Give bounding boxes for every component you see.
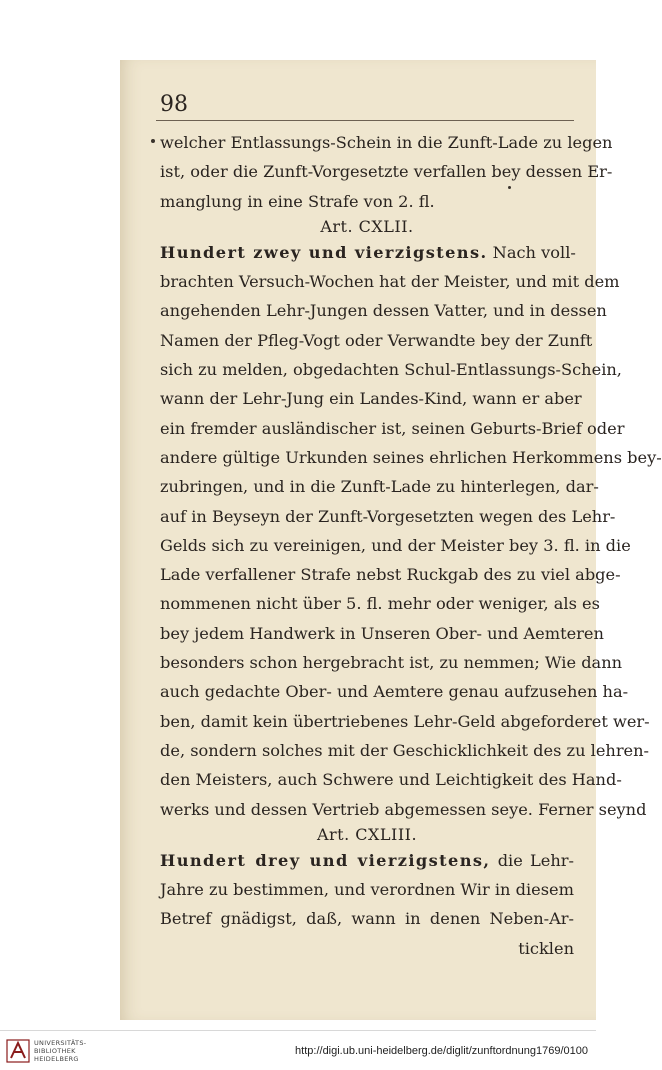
article-heading-142: Art. CXLII. (320, 216, 414, 236)
text-line: Gelds sich zu vereinigen, und der Meister bey 3. fl. in die (160, 535, 631, 555)
text-line: den Meisters, auch Schwere und Leichtigkeit des Hand- (160, 770, 622, 790)
catchword: ticklen (518, 938, 574, 958)
library-logo-icon (6, 1039, 30, 1063)
article-heading-143: Art. CXLIII. (316, 824, 418, 844)
text-line: brachten Versuch-Wochen hat der Meister, und mit dem (160, 272, 620, 292)
permalink-url[interactable]: http://digi.ub.uni-heidelberg.de/diglit/zunftordnung1769/0100 (295, 1045, 588, 1057)
article-lead-line (160, 238, 574, 267)
text-line: nommenen nicht über 5. fl. mehr oder weniger, als es (160, 594, 600, 614)
text-line: zubringen, und in die Zunft-Lade zu hinterlegen, dar- (160, 477, 599, 497)
page-number: 98 (160, 92, 188, 117)
article-lead-rest: Nach voll- (492, 242, 576, 262)
text-line: auf in Beyseyn der Zunft-Vorgesetzten wegen des Lehr- (160, 506, 616, 526)
library-logo-text (34, 1039, 86, 1063)
text-line: wann der Lehr-Jung ein Landes-Kind, wann er aber (160, 389, 582, 409)
logo-line: HEIDELBERG (34, 1055, 79, 1063)
text-line: Jahre zu bestimmen, und verordnen Wir in diesem (160, 880, 574, 900)
body-text (160, 128, 662, 963)
text-line: auch gedachte Ober- und Aemtere genau aufzusehen ha- (160, 682, 629, 702)
text-line: andere gültige Urkunden seines ehrlichen Herkommens bey- (160, 447, 662, 467)
text-line: Namen der Pfleg-Vogt oder Verwandte bey der Zunft (160, 330, 593, 350)
text-line: ist, oder die Zunft-Vorgesetzte verfallen bey dessen Er- (160, 162, 613, 182)
article-lead-142: Hundert zwey und vierzigstens. (160, 242, 488, 262)
logo-line: UNIVERSITÄTS- (34, 1039, 87, 1047)
text-line: welcher Entlassungs-Schein in die Zunft-Lade zu legen (160, 133, 613, 152)
page-gutter (0, 60, 120, 1020)
text-line: Betref gnädigst, daß, wann in denen Neben-Ar- (160, 909, 574, 929)
text-line: bey jedem Handwerk in Unseren Ober- und Aemteren (160, 623, 604, 643)
logo-line: BIBLIOTHEK (34, 1047, 76, 1055)
article-lead-143: Hundert drey und vierzigstens, (160, 850, 491, 870)
text-line: besonders schon hergebracht ist, zu nemmen; Wie dann (160, 653, 623, 673)
text-line: ein fremder ausländischer ist, seinen Geburts-Brief oder (160, 418, 625, 438)
article-lead-line (160, 846, 574, 875)
text-line: ben, damit kein übertriebenes Lehr-Geld abgeforderet wer- (160, 711, 650, 731)
text-line: de, sondern solches mit der Geschicklichkeit des zu lehren- (160, 740, 650, 760)
text-line: werks und dessen Vertrieb abgemessen seye. Ferner seynd (160, 799, 647, 819)
text-line: manglung in eine Strafe von 2. fl. (160, 191, 435, 211)
text-line: sich zu melden, obgedachten Schul-Entlassungs-Schein, (160, 360, 622, 380)
text-line: angehenden Lehr-Jungen dessen Vatter, und in dessen (160, 301, 607, 321)
header-rule (156, 120, 574, 121)
ink-speck (151, 139, 155, 143)
viewer-footer (0, 1030, 596, 1070)
text-line: Lade verfallener Strafe nebst Ruckgab des zu viel abge- (160, 565, 621, 585)
article-lead-rest: die Lehr- (497, 850, 574, 870)
